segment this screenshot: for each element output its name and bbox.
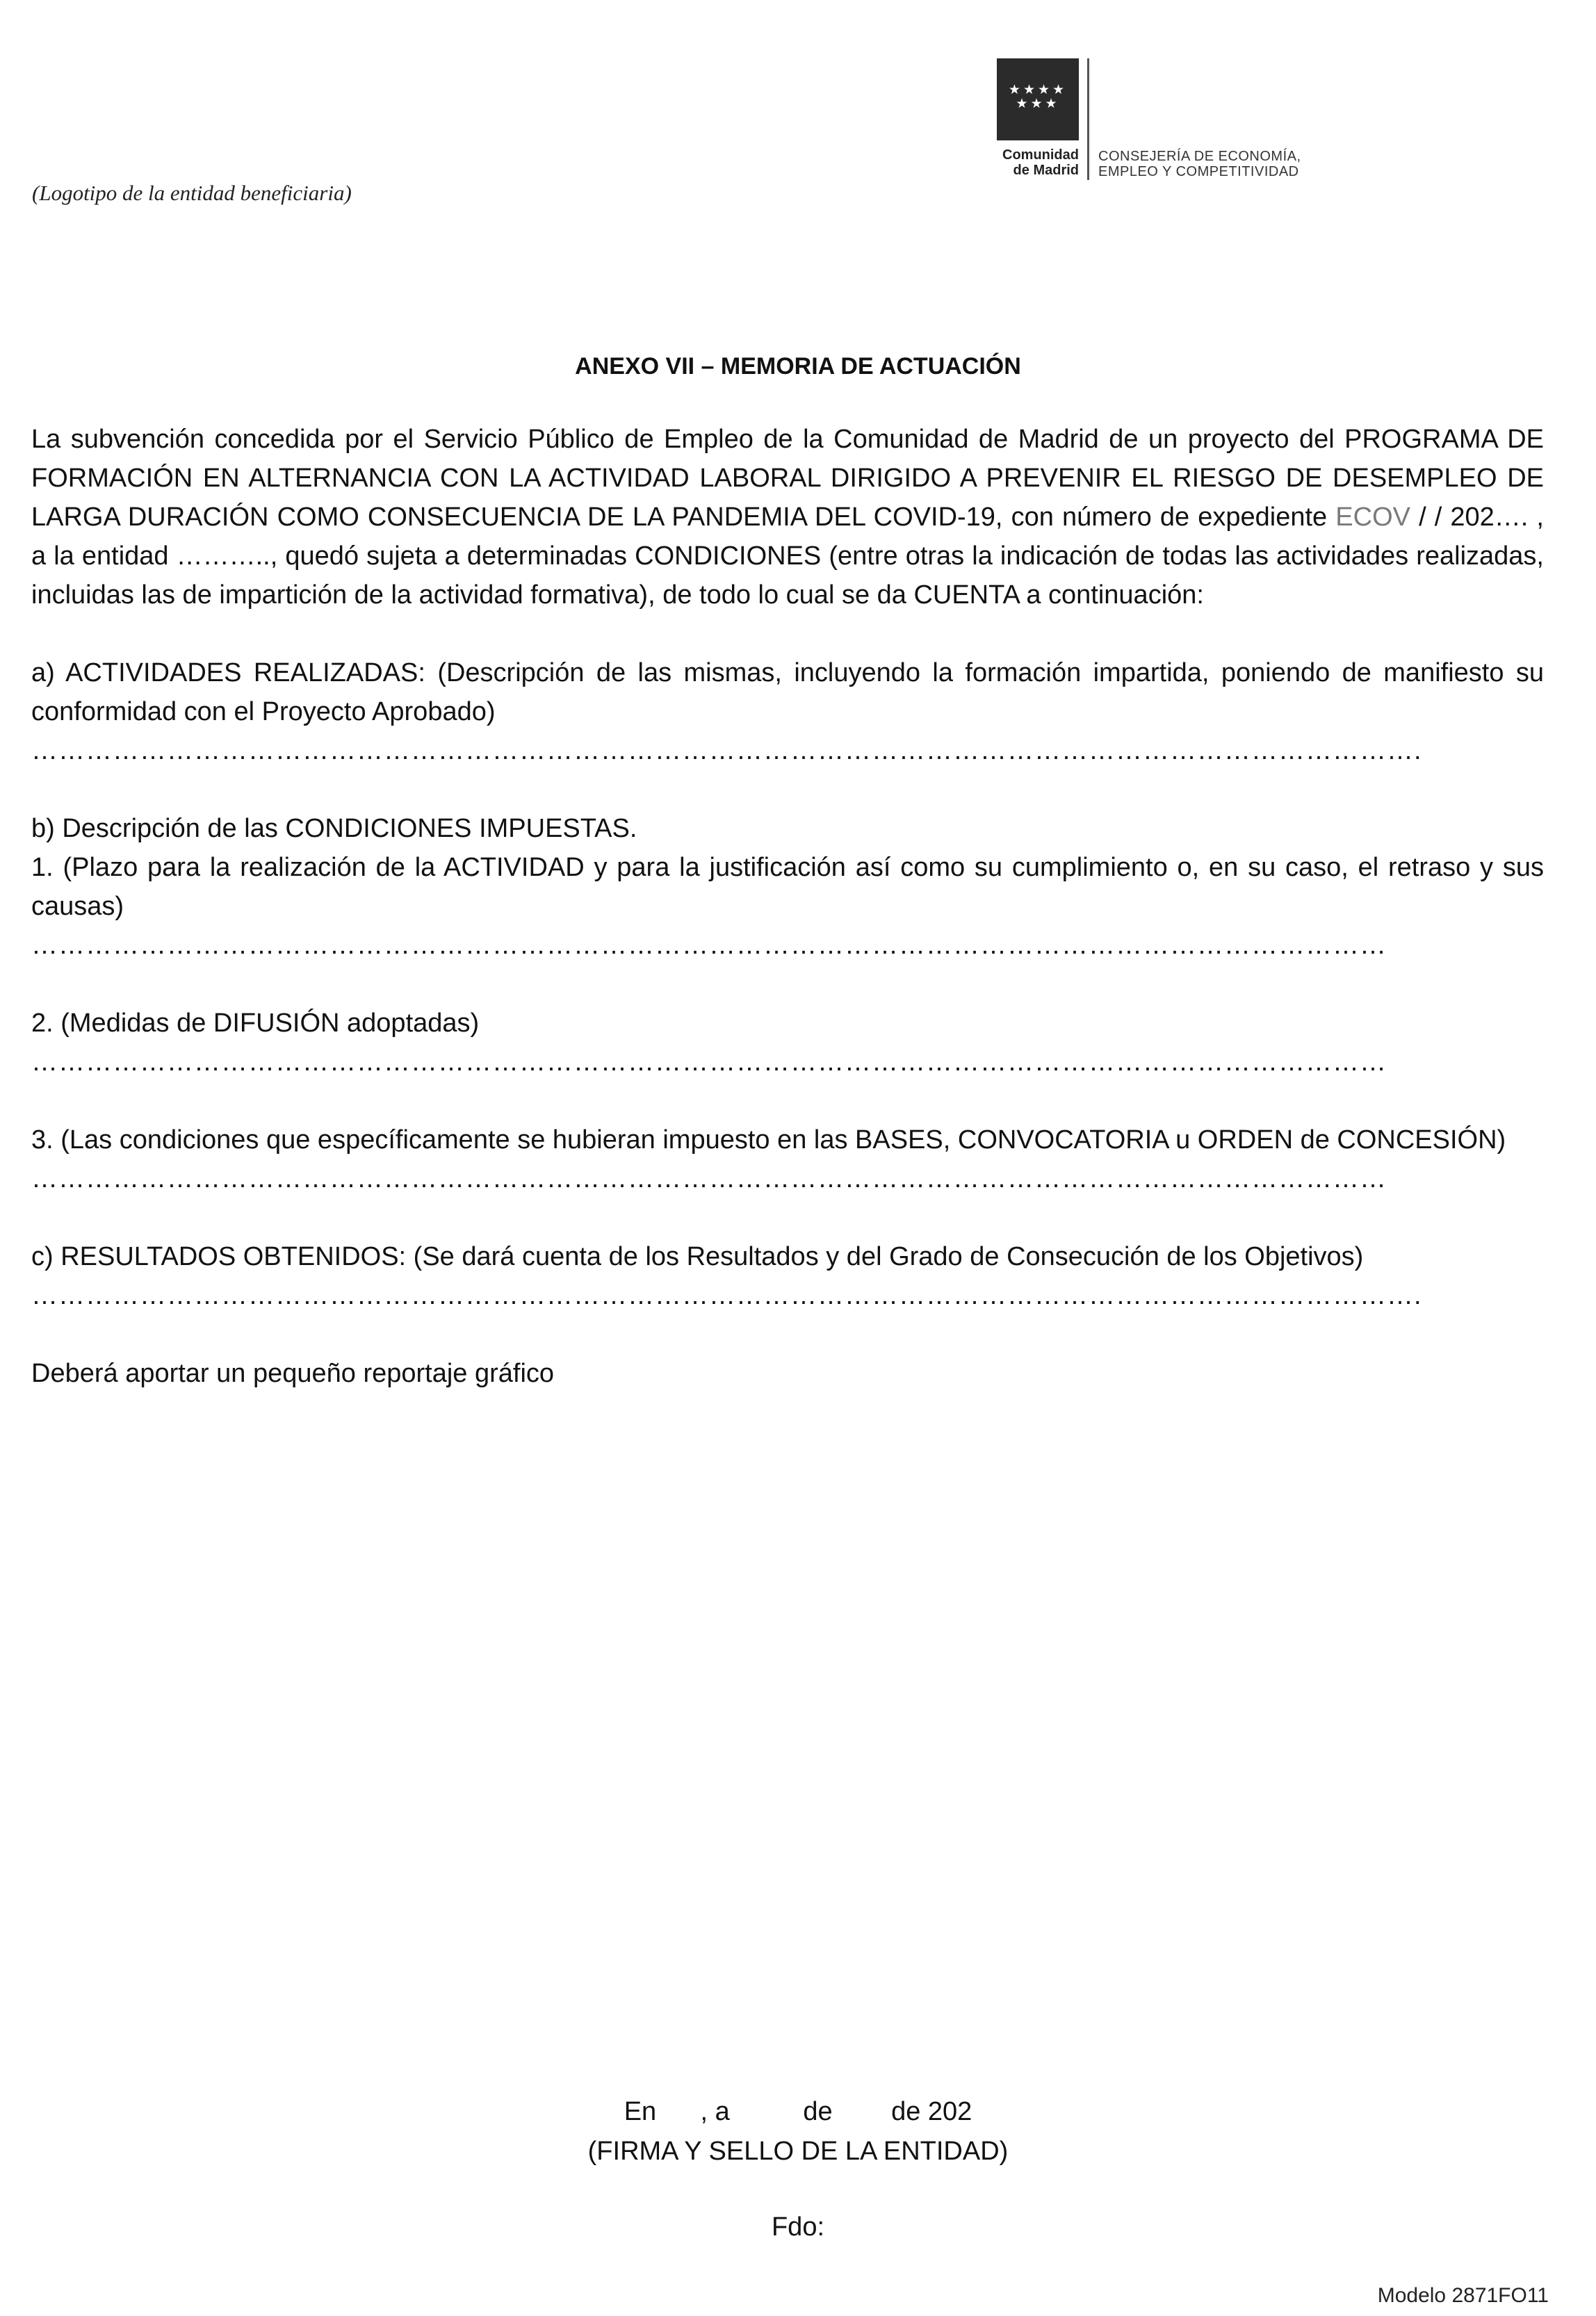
section-b2: 2. (Medidas de DIFUSIÓN adoptadas)	[31, 1009, 480, 1038]
section-b1: 1. (Plazo para la realización de la ACTIVIDAD y para la justificación así como su cumplimiento o, en su caso, el retraso y sus causas)	[31, 853, 1544, 921]
model-code: Modelo 2871FO11	[1377, 2284, 1549, 2307]
section-b3: 3. (Las condiciones que específicamente se hubieran impuesto en las BASES, CONVOCATORIA u ORDEN de CONCESIÓN)	[31, 1125, 1506, 1155]
logo-divider	[1087, 58, 1089, 180]
signature-fdo: Fdo:	[771, 2212, 825, 2242]
fill-line-b1: ……………………………………………………………………………………………………………………………………	[31, 931, 1387, 960]
signature-stamp-label: (FIRMA Y SELLO DE LA ENTIDAD)	[587, 2137, 1009, 2166]
section-c: c) RESULTADOS OBTENIDOS: (Se dará cuenta de los Resultados y del Grado de Consecución de los Objetivos)	[31, 1242, 1364, 1271]
beneficiary-logo-placeholder: (Logotipo de la entidad beneficiaria)	[32, 181, 352, 205]
document-title: ANEXO VII – MEMORIA DE ACTUACIÓN	[575, 353, 1021, 380]
logo-name: Comunidad de Madrid	[1002, 147, 1079, 178]
logo-department: CONSEJERÍA DE ECONOMÍA, EMPLEO Y COMPETITIVIDAD	[1098, 149, 1301, 179]
section-a: a) ACTIVIDADES REALIZADAS: (Descripción de las mismas, incluyendo la formación impartida, poniendo de manifiesto su conformidad con el Proyecto Aprobado)	[31, 658, 1544, 726]
intro-paragraph: La subvención concedida por el Servicio Público de Empleo de la Comunidad de Madrid de un proyecto del PROGRAMA DE FORMACIÓN EN ALTERNANCIA CON LA ACTIVIDAD LABORAL DIRIGIDO A PREVENIR EL RIESGO DE DESEMPLEO DE LARGA DURACIÓN COMO CONSECUENCIA DE LA PANDEMIA DEL COVID-19, con número de expediente ECOV / / 202…. , a la entidad ……….., quedó sujeta a determinadas CONDICIONES (entre otras la indicación de todas las actividades realizadas, incluidas las de impartición de la actividad formativa), de todo lo cual se da CUENTA a continuación:	[31, 425, 1544, 610]
stars-icon: ★★★★ ★★★	[1008, 83, 1068, 111]
fill-line-a: ……………………………………………………………………………………………………………………………………….	[31, 736, 1422, 765]
document-body	[31, 420, 1544, 1393]
section-b-heading: b) Descripción de las CONDICIONES IMPUESTAS.	[31, 814, 637, 843]
comunidad-de-madrid-logo	[997, 58, 1306, 190]
report-note: Deberá aportar un pequeño reportaje gráfico	[31, 1359, 555, 1388]
fill-line-b2: ……………………………………………………………………………………………………………………………………	[31, 1047, 1387, 1077]
signature-place-date: En , a de de 202	[624, 2097, 972, 2126]
madrid-flag-icon	[997, 58, 1079, 140]
fill-line-b3: ……………………………………………………………………………………………………………………………………	[31, 1164, 1387, 1193]
ecov-code: ECOV	[1335, 503, 1410, 532]
fill-line-c: ……………………………………………………………………………………………………………………………………….	[31, 1281, 1422, 1310]
